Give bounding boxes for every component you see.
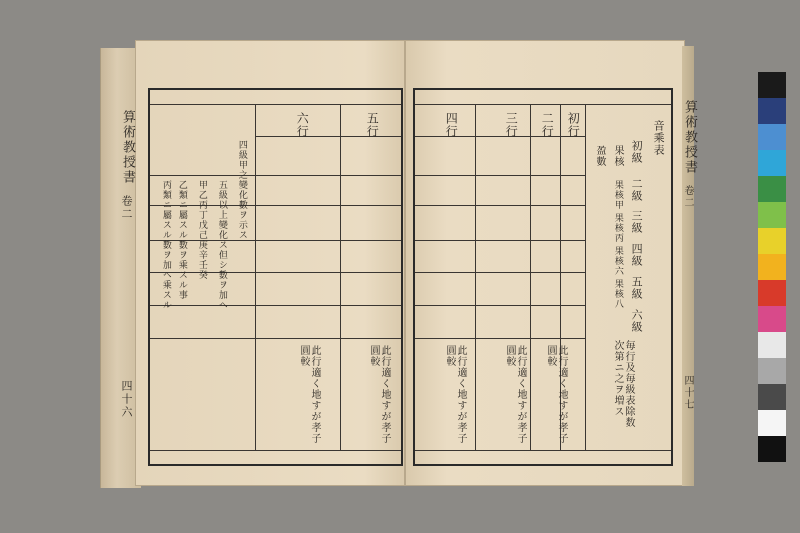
calibration-swatch xyxy=(758,410,786,436)
color-calibration-strip xyxy=(758,72,786,462)
calibration-swatch xyxy=(758,254,786,280)
calibration-swatch xyxy=(758,306,786,332)
left-margin-title: 算術教授書 xyxy=(120,110,135,185)
calibration-swatch xyxy=(758,176,786,202)
calibration-swatch xyxy=(758,202,786,228)
row-label: 果核丙 xyxy=(612,213,623,243)
calibration-swatch xyxy=(758,228,786,254)
right-col-header-3: 三行 xyxy=(504,112,519,138)
left-col-header-6: 六行 xyxy=(295,112,310,138)
right-col-header-1: 初行 xyxy=(566,112,581,138)
grade-label: 六級 xyxy=(630,309,644,333)
left-margin-folio: 四十六 xyxy=(120,380,133,419)
right-margin-folio: 四十七 xyxy=(682,375,693,411)
left-bottom-note: 此行適く地すが孝子圓較 xyxy=(368,345,390,444)
left-row-note: 四級甲之變化數ヲ示ス xyxy=(236,140,247,240)
right-bottom-note: 此行適く地すが孝子圓較 xyxy=(444,345,466,444)
calibration-swatch xyxy=(758,332,786,358)
right-bottom-note: 此行適く地すが孝子圓較 xyxy=(545,345,567,444)
calibration-swatch xyxy=(758,384,786,410)
left-row-note: 丙類ニ屬スル數ヲ加ヘ乘スル xyxy=(160,180,171,310)
calibration-swatch xyxy=(758,280,786,306)
row-label: 果核六 xyxy=(612,246,623,276)
right-note: 毎行及毎級表除数次第ニ之ヲ増ス xyxy=(612,340,634,428)
right-header-volume: 卷二 xyxy=(682,185,693,209)
left-bottom-note: 此行適く地すが孝子圓較 xyxy=(298,345,320,444)
right-col-header-4: 四行 xyxy=(444,112,459,138)
row-label: 果核 xyxy=(612,145,623,167)
sub-label: 盈數 xyxy=(594,145,605,167)
grade-label: 五級 xyxy=(630,276,644,300)
grade-label: 二級 xyxy=(630,178,644,202)
calibration-swatch xyxy=(758,150,786,176)
right-bottom-note: 此行適く地すが孝子圓較 xyxy=(504,345,526,444)
row-label: 果核甲 xyxy=(612,180,623,210)
calibration-swatch xyxy=(758,124,786,150)
left-col-header-5: 五行 xyxy=(365,112,380,138)
left-margin-volume: 卷二 xyxy=(120,195,133,221)
right-header-title: 算術教授書 xyxy=(682,100,697,175)
left-row-note: 五級以上變化ス但シ數ヲ加ヘ xyxy=(216,180,227,310)
calibration-swatch xyxy=(758,358,786,384)
grade-label: 初級 xyxy=(630,140,644,164)
calibration-swatch xyxy=(758,72,786,98)
calibration-swatch xyxy=(758,98,786,124)
right-col-header-2: 二行 xyxy=(540,112,555,138)
left-row-note: 乙類ニ屬スル數ヲ乘スル事 xyxy=(176,180,187,300)
row-label: 果核八 xyxy=(612,279,623,309)
table-title: 音乘表 xyxy=(652,120,666,156)
left-row-note: 甲乙丙丁戊己庚辛壬癸 xyxy=(196,180,207,280)
grade-label: 三級 xyxy=(630,210,644,234)
grade-label: 四級 xyxy=(630,243,644,267)
calibration-swatch xyxy=(758,436,786,462)
